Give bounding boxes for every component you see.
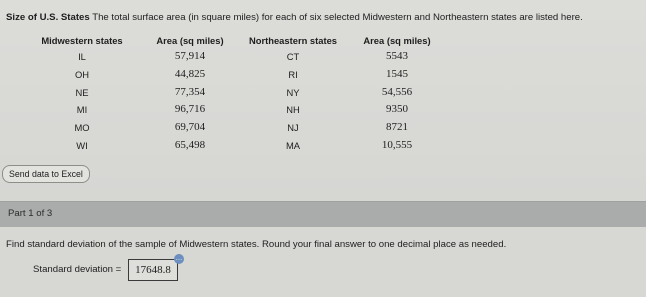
cell-midwest-state: MI	[76, 104, 88, 116]
cell-northeast-state: NJ	[287, 122, 299, 134]
column-midwest-areas	[144, 34, 236, 155]
cell-midwest-area: 65,498	[174, 138, 206, 151]
cell-northeast-state: NH	[286, 104, 300, 116]
header-northeast-area: Area (sq miles)	[363, 35, 431, 46]
cell-midwest-area: 96,716	[174, 103, 206, 116]
cell-midwest-area: 57,914	[174, 50, 206, 62]
cell-midwest-state: IL	[78, 51, 86, 62]
problem-title: Size of U.S. States	[6, 12, 90, 23]
column-northeast-areas	[352, 34, 442, 155]
cell-midwest-area: 77,354	[174, 85, 206, 98]
part-label: Part 1 of 3	[8, 208, 53, 219]
cell-midwest-area: 69,704	[174, 121, 206, 134]
cell-northeast-state: MA	[285, 139, 301, 151]
cell-midwest-state: NE	[75, 86, 89, 98]
cell-northeast-area: 10,555	[381, 138, 413, 151]
cell-northeast-state: RI	[288, 68, 298, 80]
header-midwest-area: Area (sq miles)	[156, 35, 224, 46]
cell-midwest-state: MO	[74, 122, 90, 134]
cell-northeast-area: 9350	[386, 103, 408, 116]
cell-northeast-state: CT	[286, 51, 300, 62]
problem-intro	[6, 12, 642, 24]
header-northeast-states: Northeastern states	[248, 35, 338, 46]
cell-midwest-area: 44,825	[174, 67, 206, 80]
cell-midwest-state: WI	[76, 139, 88, 151]
cell-northeast-area: 5543	[386, 50, 408, 62]
column-midwest-states	[30, 34, 134, 155]
send-to-excel-button[interactable]: Send data to Excel	[2, 165, 90, 183]
part-header-bar	[0, 201, 646, 227]
cell-northeast-area: 1545	[386, 67, 408, 80]
more-options-icon[interactable]: …	[175, 255, 183, 262]
cell-northeast-area: 54,556	[381, 85, 413, 98]
problem-text: The total surface area (in square miles) for each of six selected Midwestern and Northeastern states are listed here.	[92, 12, 583, 23]
cell-northeast-state: NY	[286, 86, 300, 98]
question-text: Find standard deviation of the sample of Midwestern states. Round your final answer to one decimal place as needed.	[6, 239, 507, 250]
standard-deviation-input[interactable]: 17648.8	[128, 259, 178, 281]
cell-midwest-state: OH	[74, 68, 90, 80]
cell-northeast-area: 8721	[386, 121, 408, 134]
answer-label: Standard deviation =	[33, 264, 122, 275]
column-northeast-states	[238, 34, 348, 155]
header-midwest-states: Midwestern states	[41, 35, 123, 46]
